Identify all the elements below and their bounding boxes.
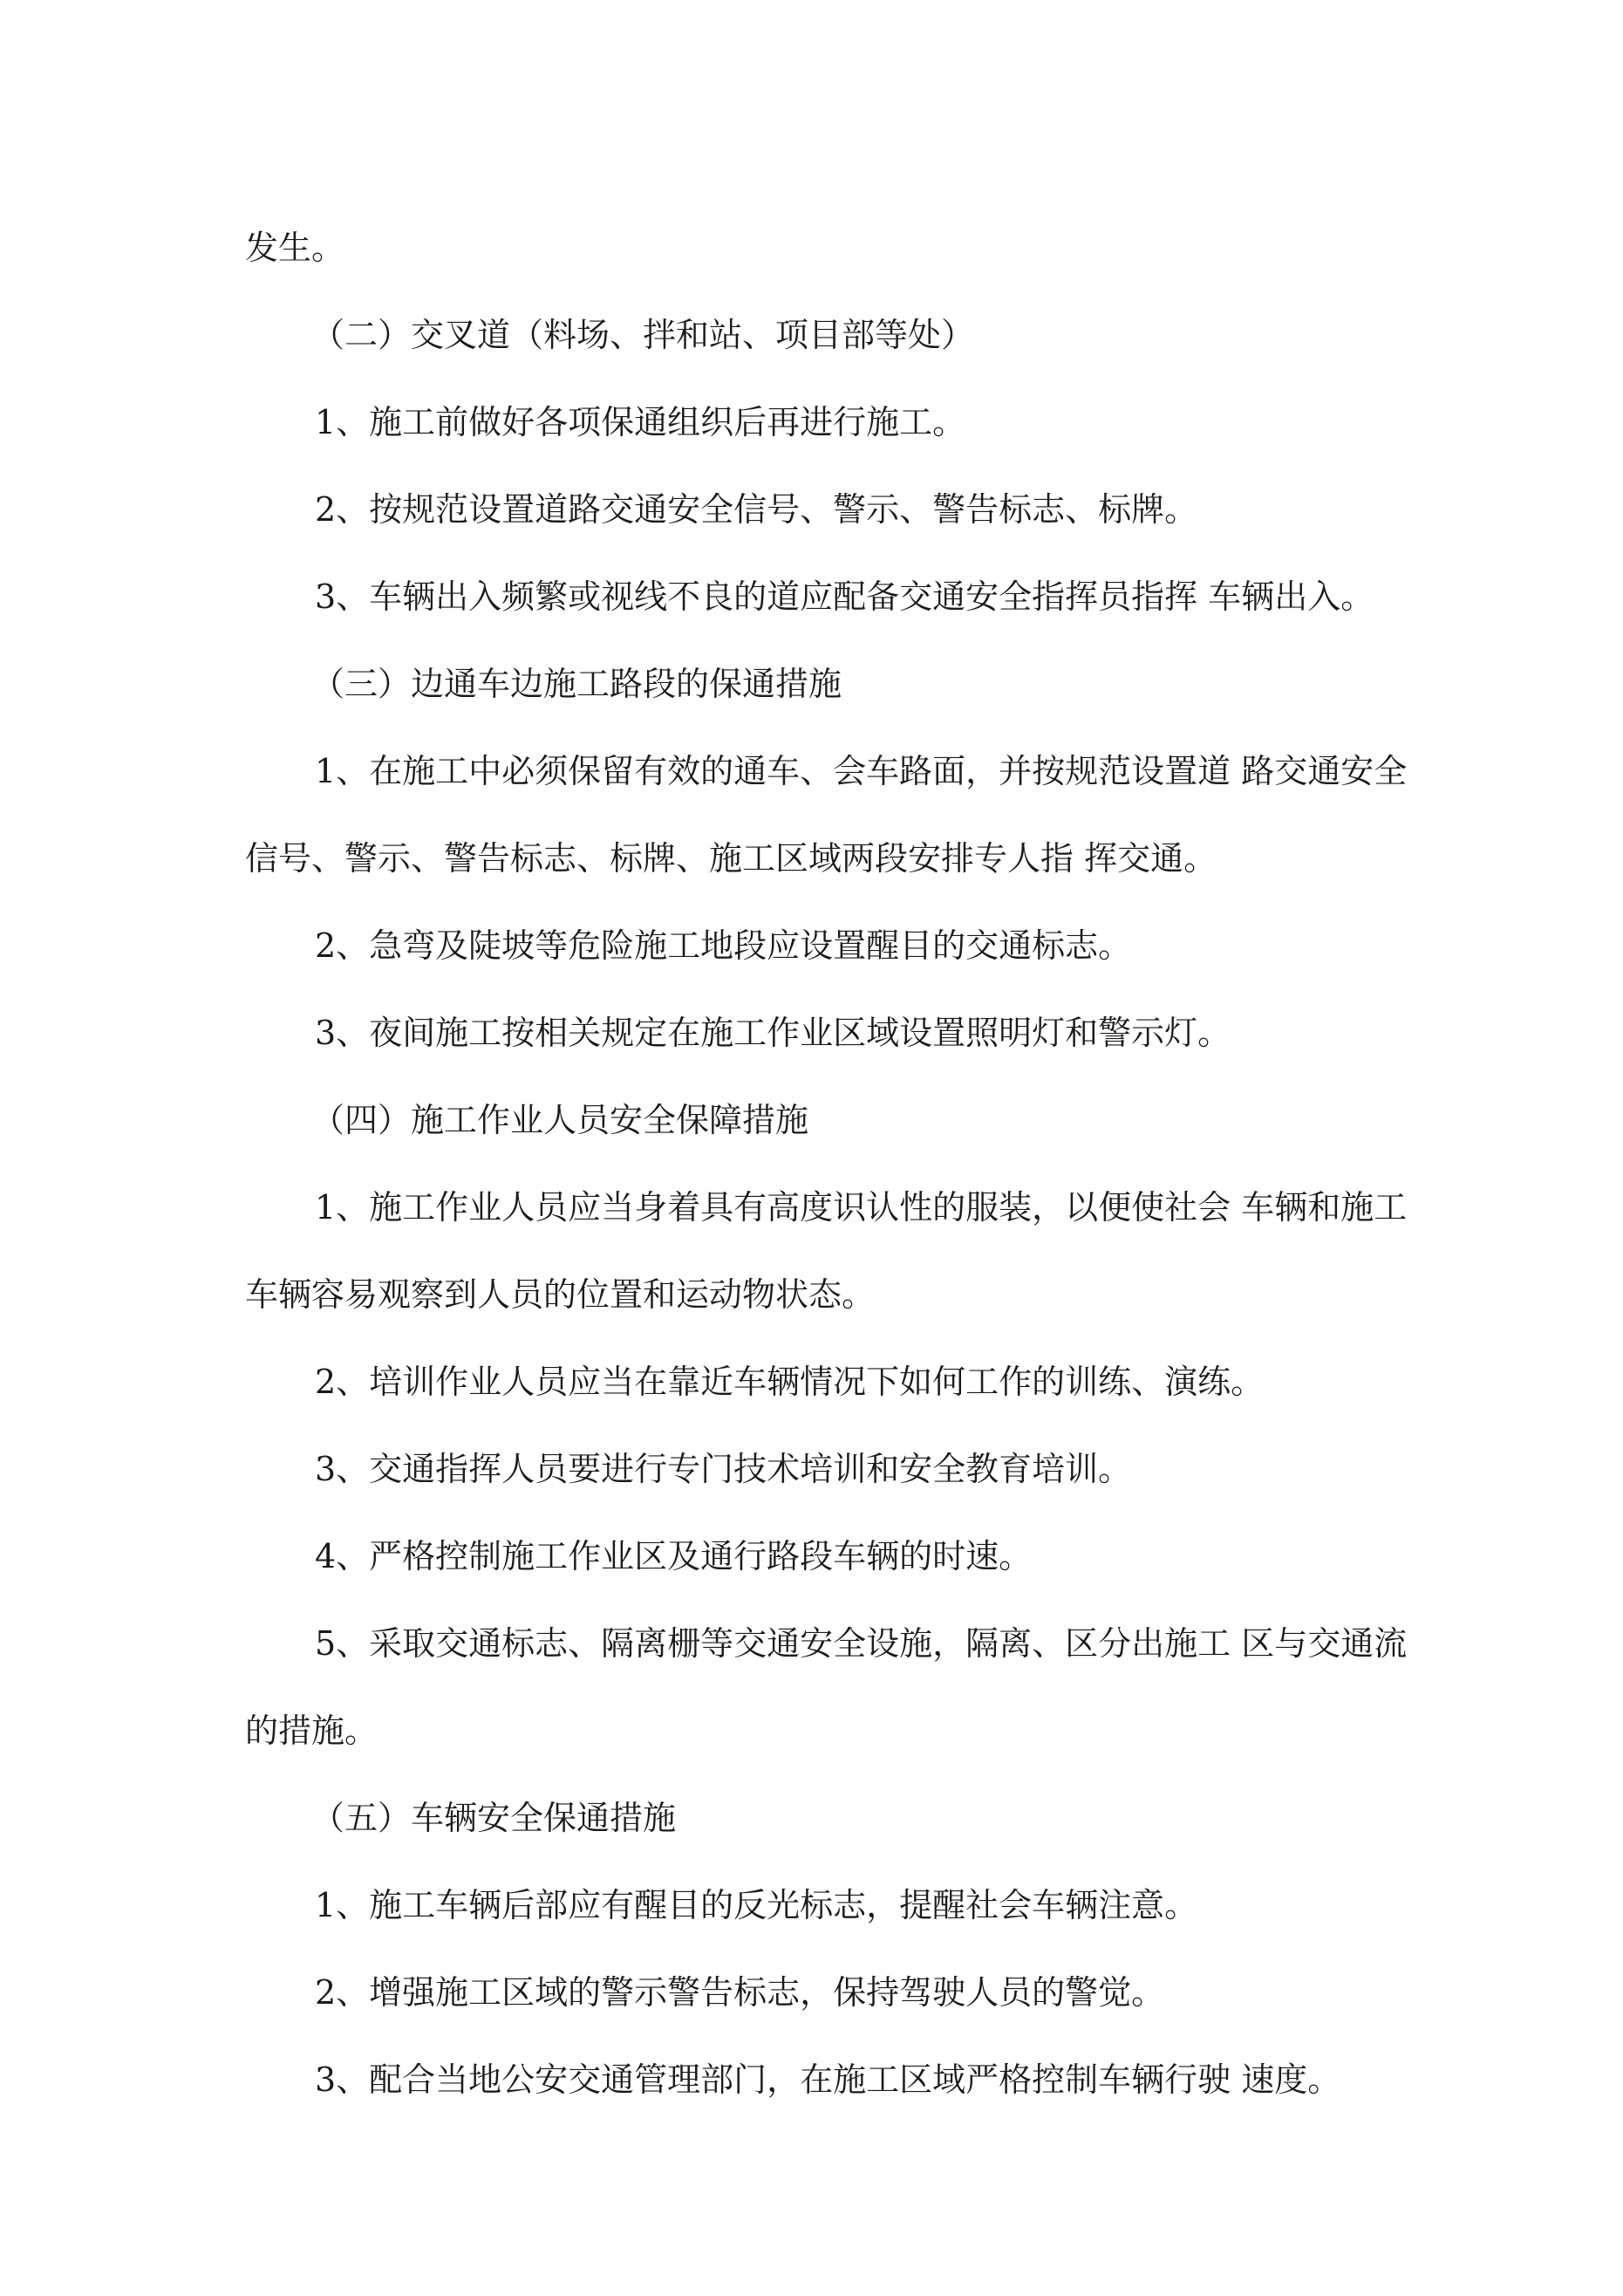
section-heading-5: （五）车辆安全保通措施 <box>311 1799 677 1837</box>
list-item: 2、急弯及陡坡等危险施工地段应设置醒目的交通标志。 <box>315 926 1132 965</box>
list-item: 1、施工前做好各项保通组织后再进行施工。 <box>315 403 966 441</box>
section-heading-2: （二）交叉道（料场、拌和站、项目部等处） <box>311 316 975 354</box>
list-item: 3、配合当地公安交通管理部门，在施工区域严格控制车辆行驶 速度。 <box>315 2060 1341 2099</box>
list-item: 4、严格控制施工作业区及通行路段车辆的时速。 <box>315 1537 1033 1575</box>
section-heading-3: （三）边通车边施工路段的保通措施 <box>311 665 842 703</box>
list-item: 2、按规范设置道路交通安全信号、警示、警告标志、标牌。 <box>315 490 1198 529</box>
list-item: 2、增强施工区域的警示警告标志，保持驾驶人员的警觉。 <box>315 1973 1165 2012</box>
list-item: 3、夜间施工按相关规定在施工作业区域设置照明灯和警示灯。 <box>315 1014 1231 1052</box>
list-item: 3、车辆出入频繁或视线不良的道应配备交通安全指挥员指挥 车辆出入。 <box>315 577 1374 616</box>
list-item: 1、施工作业人员应当身着具有高度识认性的服装，以便使社会 车辆和施工车辆容易观察到人员的位置和运动物状态。 <box>245 1188 1408 1314</box>
list-item: 1、施工车辆后部应有醒目的反光标志，提醒社会车辆注意。 <box>315 1886 1198 1924</box>
section-heading-4: （四）施工作业人员安全保障措施 <box>311 1101 809 1139</box>
list-item: 3、交通指挥人员要进行专门技术培训和安全教育培训。 <box>315 1450 1132 1488</box>
paragraph-continuation: 发生。 <box>245 229 345 267</box>
document-body <box>245 204 1414 2123</box>
list-item: 5、采取交通标志、隔离栅等交通安全设施，隔离、区分出施工 区与交通流的措施。 <box>245 1624 1408 1750</box>
list-item: 1、在施工中必须保留有效的通车、会车路面，并按规范设置道 路交通安全信号、警示、警告标志、标牌、施工区域两段安排专人指 挥交通。 <box>245 752 1408 878</box>
list-item: 2、培训作业人员应当在靠近车辆情况下如何工作的训练、演练。 <box>315 1363 1265 1401</box>
